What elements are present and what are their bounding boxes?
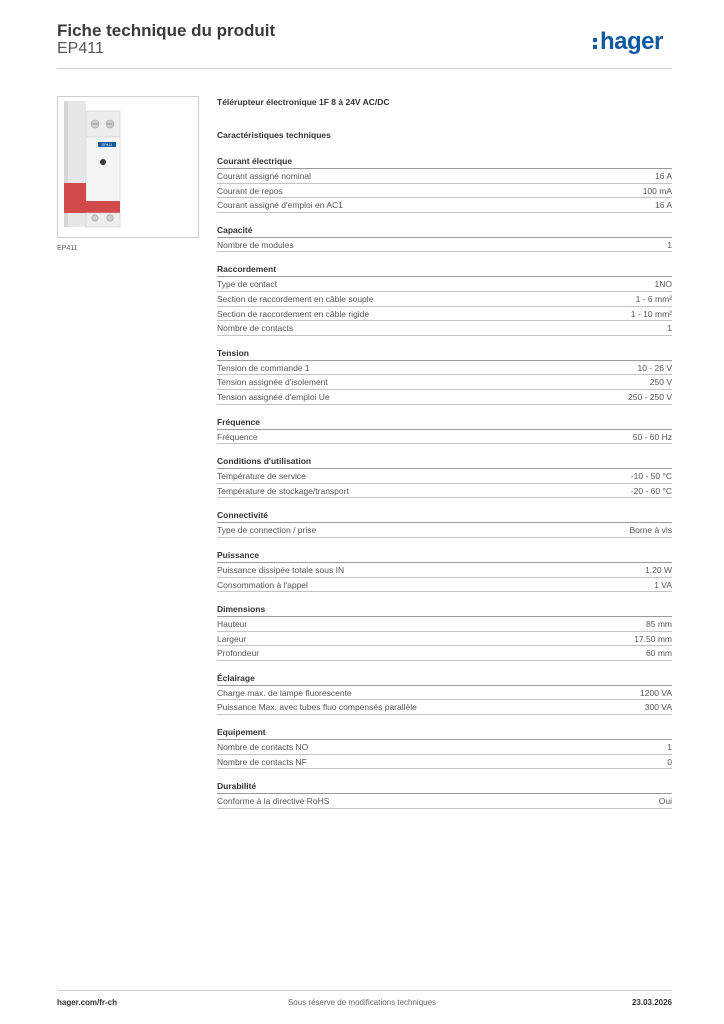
spec-label: Hauteur — [217, 619, 248, 630]
spec-value: Oui — [658, 796, 672, 807]
spec-label: Nombre de contacts NO — [217, 742, 309, 753]
spec-section — [217, 672, 672, 715]
section-title: Raccordement — [217, 263, 672, 277]
spec-row — [217, 292, 672, 307]
spec-label: Tension de commande 1 — [217, 362, 310, 373]
spec-row — [217, 484, 672, 499]
spec-section — [217, 603, 672, 661]
spec-value: 1 - 10 mm² — [630, 308, 672, 319]
spec-value: 17.50 mm — [634, 633, 672, 644]
spec-section — [217, 549, 672, 592]
spec-row — [217, 700, 672, 715]
spec-label: Fréquence — [217, 431, 258, 442]
spec-row — [217, 686, 672, 701]
spec-value: 1 VA — [654, 579, 672, 590]
spec-value: -10 - 50 °C — [630, 471, 672, 482]
spec-row — [217, 617, 672, 632]
spec-value: 85 mm — [646, 619, 672, 630]
product-image — [57, 96, 199, 238]
spec-value: 1 — [667, 323, 672, 334]
spec-row — [217, 578, 672, 593]
spec-label: Puissance Max. avec tubes fluo compensés parallèle — [217, 702, 417, 713]
image-caption: EP411 — [57, 245, 78, 252]
hager-logo — [593, 28, 663, 56]
spec-value: 250 - 250 V — [628, 391, 672, 402]
spec-label: Conforme à la directive RoHS — [217, 796, 330, 807]
section-title: Conditions d'utilisation — [217, 455, 672, 469]
spec-section — [217, 509, 672, 538]
section-title: Capacité — [217, 224, 672, 238]
product-reference: EP411 — [57, 40, 104, 57]
footer-divider — [57, 990, 672, 991]
spec-label: Tension assignée d'isolement — [217, 377, 328, 388]
logo-text: hager — [600, 28, 663, 55]
spec-row — [217, 375, 672, 390]
spec-row — [217, 307, 672, 322]
spec-sections — [217, 155, 672, 809]
spec-value: -20 - 60 °C — [630, 485, 672, 496]
spec-value: 60 mm — [646, 648, 672, 659]
device-label: EP411 — [101, 143, 113, 147]
spec-section — [217, 416, 672, 445]
spec-section — [217, 224, 672, 253]
spec-row — [217, 238, 672, 253]
spec-row — [217, 469, 672, 484]
spec-row — [217, 646, 672, 661]
section-title: Tension — [217, 347, 672, 361]
spec-value: 1200 VA — [640, 687, 672, 698]
spec-label: Consommation à l'appel — [217, 579, 308, 590]
spec-content — [217, 96, 672, 809]
spec-label: Puissance dissipée totale sous IN — [217, 564, 345, 575]
spec-label: Largeur — [217, 633, 247, 644]
spec-row — [217, 184, 672, 199]
spec-value: 1 — [667, 239, 672, 250]
spec-row — [217, 563, 672, 578]
spec-value: 1.20 W — [645, 564, 672, 575]
spec-label: Section de raccordement en câble rigide — [217, 308, 370, 319]
spec-value: 1 — [667, 742, 672, 753]
spec-value: 50 - 60 Hz — [632, 431, 672, 442]
spec-row — [217, 277, 672, 292]
footer-date: 23.03.2026 — [631, 998, 672, 1007]
spec-value: 1 - 6 mm² — [635, 293, 672, 304]
spec-section — [217, 455, 672, 498]
spec-label: Nombre de contacts NF — [217, 756, 307, 767]
spec-row — [217, 755, 672, 770]
section-title: Connectivité — [217, 509, 672, 523]
logo-dots-icon — [593, 38, 597, 49]
section-title: Durabilité — [217, 780, 672, 794]
footer-website[interactable]: hager.com/fr-ch — [57, 998, 118, 1007]
spec-value: 100 mA — [642, 185, 672, 196]
spec-section — [217, 726, 672, 769]
spec-label: Tension assignée d'emploi Ue — [217, 391, 330, 402]
spec-label: Courant de repos — [217, 185, 283, 196]
spec-section — [217, 780, 672, 809]
spec-label: Température de service — [217, 471, 306, 482]
spec-section — [217, 347, 672, 405]
spec-row — [217, 632, 672, 647]
spec-value: 16 A — [654, 171, 672, 181]
spec-label: Type de contact — [217, 279, 278, 290]
page-title: Fiche technique du produit — [57, 21, 276, 40]
spec-label: Type de connection / prise — [217, 525, 317, 536]
spec-value: 10 - 26 V — [637, 362, 672, 373]
section-title: Éclairage — [217, 672, 672, 686]
spec-label: Température de stockage/transport — [217, 485, 349, 496]
spec-row — [217, 198, 672, 213]
spec-heading: Caractéristiques techniques — [217, 130, 331, 140]
spec-label: Charge max. de lampe fluorescente — [217, 687, 352, 698]
spec-section — [217, 263, 672, 335]
section-title: Puissance — [217, 549, 672, 563]
spec-value: Borne à vis — [629, 525, 672, 536]
spec-label: Courant assigné d'emploi en AC1 — [217, 200, 343, 211]
spec-value: 300 VA — [644, 702, 672, 713]
spec-label: Section de raccordement en câble souple — [217, 293, 374, 304]
spec-row — [217, 390, 672, 405]
spec-value: 1NO — [654, 279, 672, 290]
spec-section — [217, 155, 672, 213]
section-title: Equipement — [217, 726, 672, 740]
spec-label: Courant assigné nominal — [217, 171, 312, 181]
spec-label: Nombre de contacts — [217, 323, 294, 334]
section-title: Courant électrique — [217, 155, 672, 169]
spec-label: Profondeur — [217, 648, 260, 659]
spec-value: 0 — [667, 756, 672, 767]
spec-label: Nombre de modules — [217, 239, 294, 250]
spec-row — [217, 361, 672, 376]
section-title: Fréquence — [217, 416, 672, 430]
spec-row — [217, 740, 672, 755]
product-name: Télérupteur électronique 1F 8 à 24V AC/DC — [217, 97, 390, 107]
section-title: Dimensions — [217, 603, 672, 617]
spec-value: 16 A — [654, 200, 672, 211]
spec-row — [217, 523, 672, 538]
spec-row — [217, 794, 672, 809]
spec-row — [217, 169, 672, 184]
header-divider — [57, 68, 672, 69]
spec-row — [217, 321, 672, 336]
spec-value: 250 V — [649, 377, 672, 388]
footer-disclaimer: Sous réserve de modifications techniques — [287, 998, 437, 1007]
spec-row — [217, 430, 672, 445]
relay-device-icon — [58, 97, 198, 237]
